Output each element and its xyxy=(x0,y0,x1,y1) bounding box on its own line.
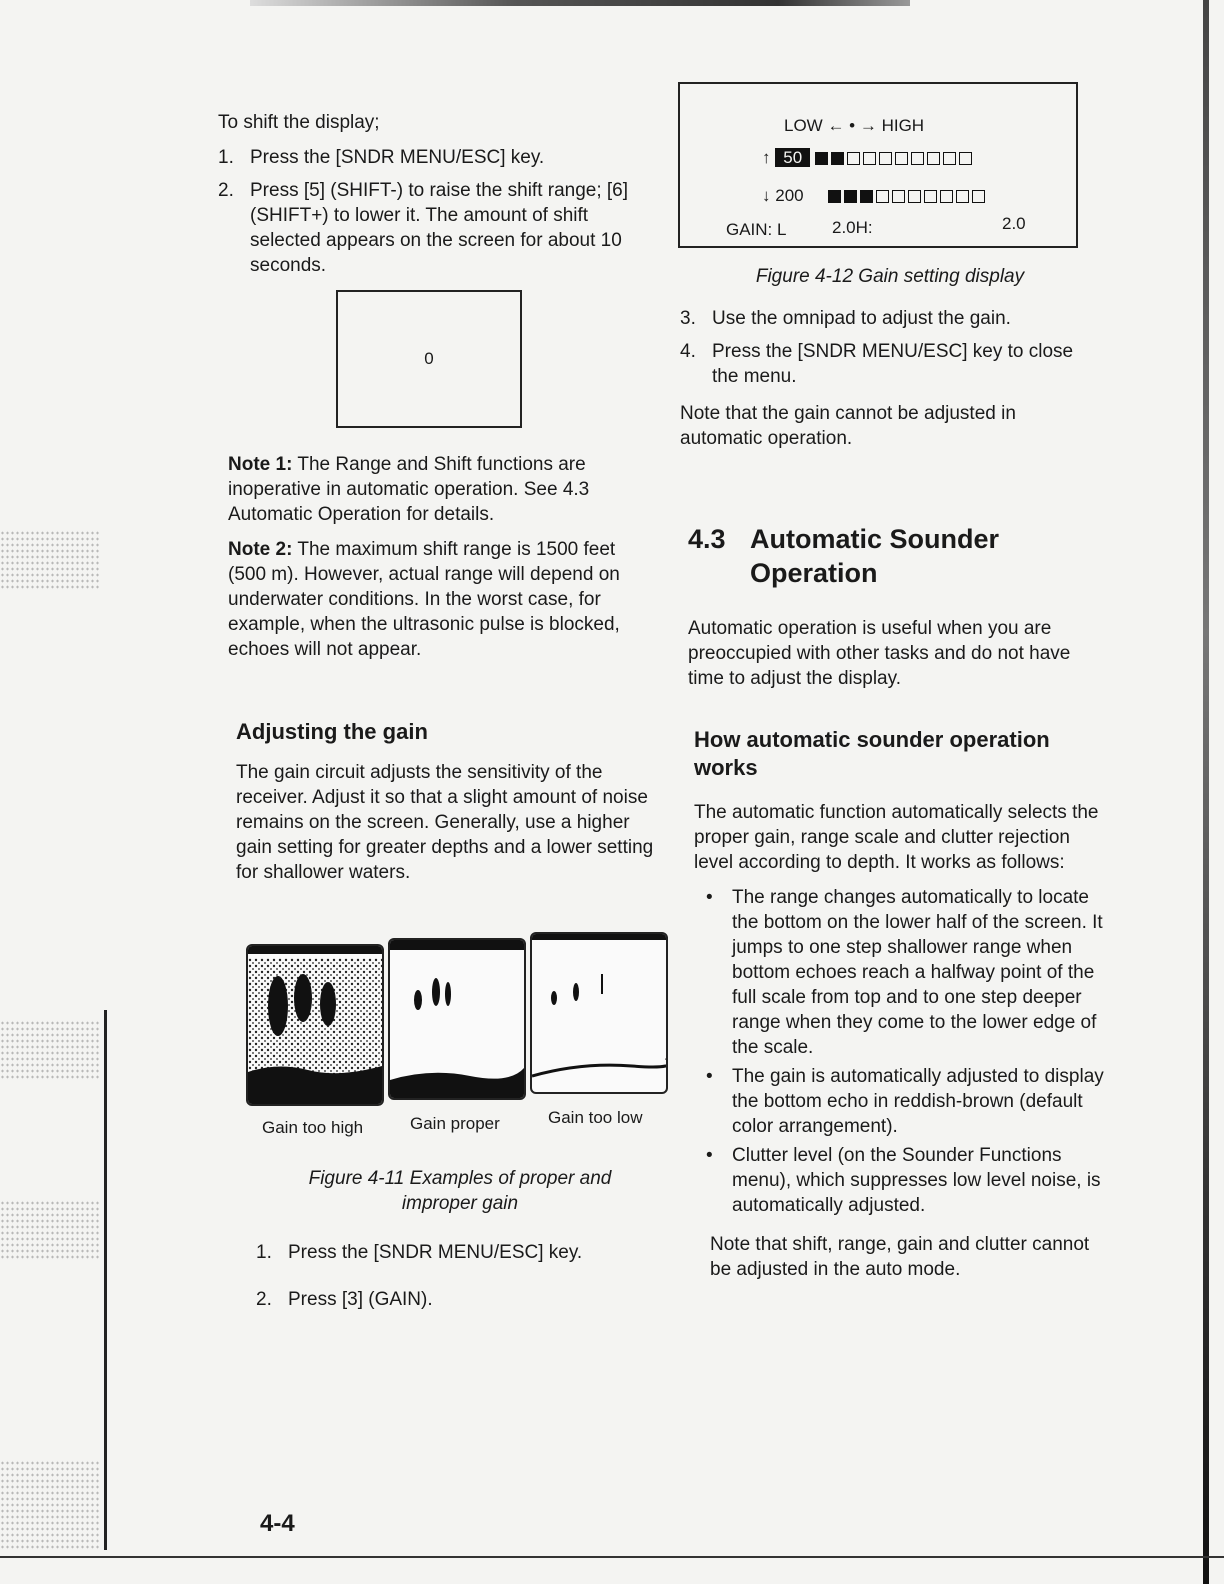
scan-edge-top xyxy=(250,0,910,6)
shift-steps xyxy=(218,145,648,278)
step-text: Press the [SNDR MENU/ESC] key. xyxy=(250,147,545,168)
gain-note: Note that the gain cannot be adjusted in automatic operation. xyxy=(680,403,1016,449)
echo-gain-proper xyxy=(388,938,526,1100)
caption-gain-too-high: Gain too high xyxy=(262,1118,364,1137)
level-block xyxy=(815,152,828,165)
gain-row-2-level-bar xyxy=(828,186,988,205)
subheading-line: How automatic sounder operation xyxy=(694,727,1050,752)
level-block xyxy=(956,190,969,203)
echo-gain-too-low xyxy=(530,932,668,1094)
level-block xyxy=(847,152,860,165)
level-block xyxy=(892,190,905,203)
gain-scale-header: LOW ← • → HIGH xyxy=(784,116,925,135)
scan-noise xyxy=(0,1460,100,1550)
level-block xyxy=(943,152,956,165)
auto-note: Note that shift, range, gain and clutter cannot be adjusted in the auto mode. xyxy=(710,1234,1090,1280)
section-title-line: Operation xyxy=(750,558,878,588)
list-item: • The range changes automatically to locate the bottom on the lower half of the screen. It jumps to one step shallower range when bottom echoes reach a halfway point of the full scale from top and to one step deeper range when they come to the lower edge of the scale. xyxy=(694,885,1114,1060)
caption-line: Figure 4-11 Examples of proper and xyxy=(308,1168,612,1189)
auto-works-section xyxy=(694,726,1114,1292)
note-1 xyxy=(228,452,648,527)
step-number: 4. xyxy=(680,341,696,362)
scan-edge-right xyxy=(1203,0,1209,1584)
level-block xyxy=(972,190,985,203)
list-item xyxy=(680,306,1100,331)
gain-section xyxy=(236,718,656,895)
down-arrow-icon: ↓ xyxy=(762,186,771,205)
level-block xyxy=(895,152,908,165)
section-4-3 xyxy=(688,522,1108,701)
note-label: Note 2: xyxy=(228,539,293,560)
section-title-line: Automatic Sounder xyxy=(750,524,1000,554)
note-text: The maximum shift range is 1500 feet (500 m). However, actual range will depend on underwater conditions. In the worst case, for example, when the ultrasonic pulse is blocked, echoes will not appear. xyxy=(228,539,620,660)
scan-noise xyxy=(0,530,100,590)
gain-row-2 xyxy=(762,186,988,206)
level-block xyxy=(940,190,953,203)
caption-gain-proper: Gain proper xyxy=(410,1114,500,1133)
gain-row-1 xyxy=(762,148,975,168)
figure-4-11-caption xyxy=(270,1166,650,1216)
gain-step-list-cont xyxy=(680,306,1100,389)
gain-step-list xyxy=(256,1240,656,1312)
gain-steps xyxy=(256,1240,656,1320)
list-item: • Clutter level (on the Sounder Functions menu), which suppresses low level noise, is automatically adjusted. xyxy=(694,1143,1114,1218)
subheading-line: works xyxy=(694,755,758,780)
level-block xyxy=(924,190,937,203)
level-block xyxy=(959,152,972,165)
gain-setting-display xyxy=(678,82,1078,248)
scan-noise xyxy=(0,1020,100,1080)
step-number: 3. xyxy=(680,308,696,329)
figure-4-12-caption: Figure 4-12 Gain setting display xyxy=(755,266,1025,287)
section-title xyxy=(750,522,999,590)
up-arrow-icon: ↑ xyxy=(762,148,771,167)
step-text: Press the [SNDR MENU/ESC] key to close the menu. xyxy=(712,341,1074,387)
echo-image xyxy=(248,946,382,1104)
level-block xyxy=(863,152,876,165)
shift-display-figure xyxy=(336,290,522,428)
gain-body: The gain circuit adjusts the sensitivity of the receiver. Adjust it so that a slight amount of noise remains on the screen. Generally, use a higher gain setting for greater depths and a lower setting for shallower waters. xyxy=(236,762,654,883)
step-number: 1. xyxy=(218,147,234,168)
shift-display-value: 0 xyxy=(424,349,434,368)
step-text: Press the [SNDR MENU/ESC] key. xyxy=(288,1242,583,1263)
auto-intro: Automatic operation is useful when you are preoccupied with other tasks and do not have time to adjust the display. xyxy=(688,618,1071,689)
auto-bullets xyxy=(694,885,1114,1218)
list-item xyxy=(218,145,648,170)
step-number: 2. xyxy=(218,180,234,201)
gain-footer-mid: 2.0H: xyxy=(832,218,873,237)
step-number: 2. xyxy=(256,1289,272,1310)
list-item xyxy=(256,1287,656,1312)
level-block xyxy=(860,190,873,203)
step-text: Use the omnipad to adjust the gain. xyxy=(712,308,1011,329)
shift-section xyxy=(218,110,648,286)
gain-heading: Adjusting the gain xyxy=(236,719,428,744)
note-label: Note 1: xyxy=(228,454,293,475)
gain-footer-right: 2.0 xyxy=(1002,214,1026,233)
gain-footer-left: GAIN: L xyxy=(726,220,787,239)
list-item xyxy=(680,339,1100,389)
caption-line: improper gain xyxy=(401,1193,519,1214)
list-item xyxy=(256,1240,656,1265)
gain-row-1-level-bar xyxy=(815,148,975,167)
list-item xyxy=(218,178,650,278)
shift-notes xyxy=(228,452,648,672)
page-number: 4-4 xyxy=(260,1510,295,1537)
step-text: Press [3] (GAIN). xyxy=(288,1289,433,1310)
list-item: • The gain is automatically adjusted to display the bottom echo in reddish-brown (default color arrangement). xyxy=(694,1064,1114,1139)
note-2 xyxy=(228,537,648,662)
level-block xyxy=(927,152,940,165)
level-block xyxy=(828,190,841,203)
echo-image xyxy=(532,934,666,1092)
shift-intro: To shift the display; xyxy=(218,112,380,133)
gain-row-1-value: 50 xyxy=(775,148,810,167)
level-block xyxy=(908,190,921,203)
scan-edge-bottom xyxy=(0,1556,1224,1558)
section-heading xyxy=(688,522,1108,590)
step-text: Press [5] (SHIFT-) to raise the shift range; [6] (SHIFT+) to lower it. The amount of shift selected appears on the screen for about 10 seconds. xyxy=(250,180,629,276)
echo-gain-too-high xyxy=(246,944,384,1106)
caption-gain-too-low: Gain too low xyxy=(548,1108,643,1127)
step-number: 1. xyxy=(256,1242,272,1263)
gain-row-2-value: 200 xyxy=(775,186,804,205)
auto-body: The automatic function automatically selects the proper gain, range scale and clutter rejection level according to depth. It works as follows: xyxy=(694,802,1099,873)
scan-edge-left xyxy=(104,1010,107,1550)
scan-noise xyxy=(0,1200,100,1260)
level-block xyxy=(876,190,889,203)
note-text: The Range and Shift functions are inoperative in automatic operation. See 4.3 Automatic Operation for details. xyxy=(228,454,590,525)
level-block xyxy=(879,152,892,165)
section-number: 4.3 xyxy=(688,524,726,554)
echo-image xyxy=(390,940,524,1098)
level-block xyxy=(844,190,857,203)
gain-steps-continued xyxy=(680,306,1100,461)
level-block xyxy=(911,152,924,165)
level-block xyxy=(831,152,844,165)
